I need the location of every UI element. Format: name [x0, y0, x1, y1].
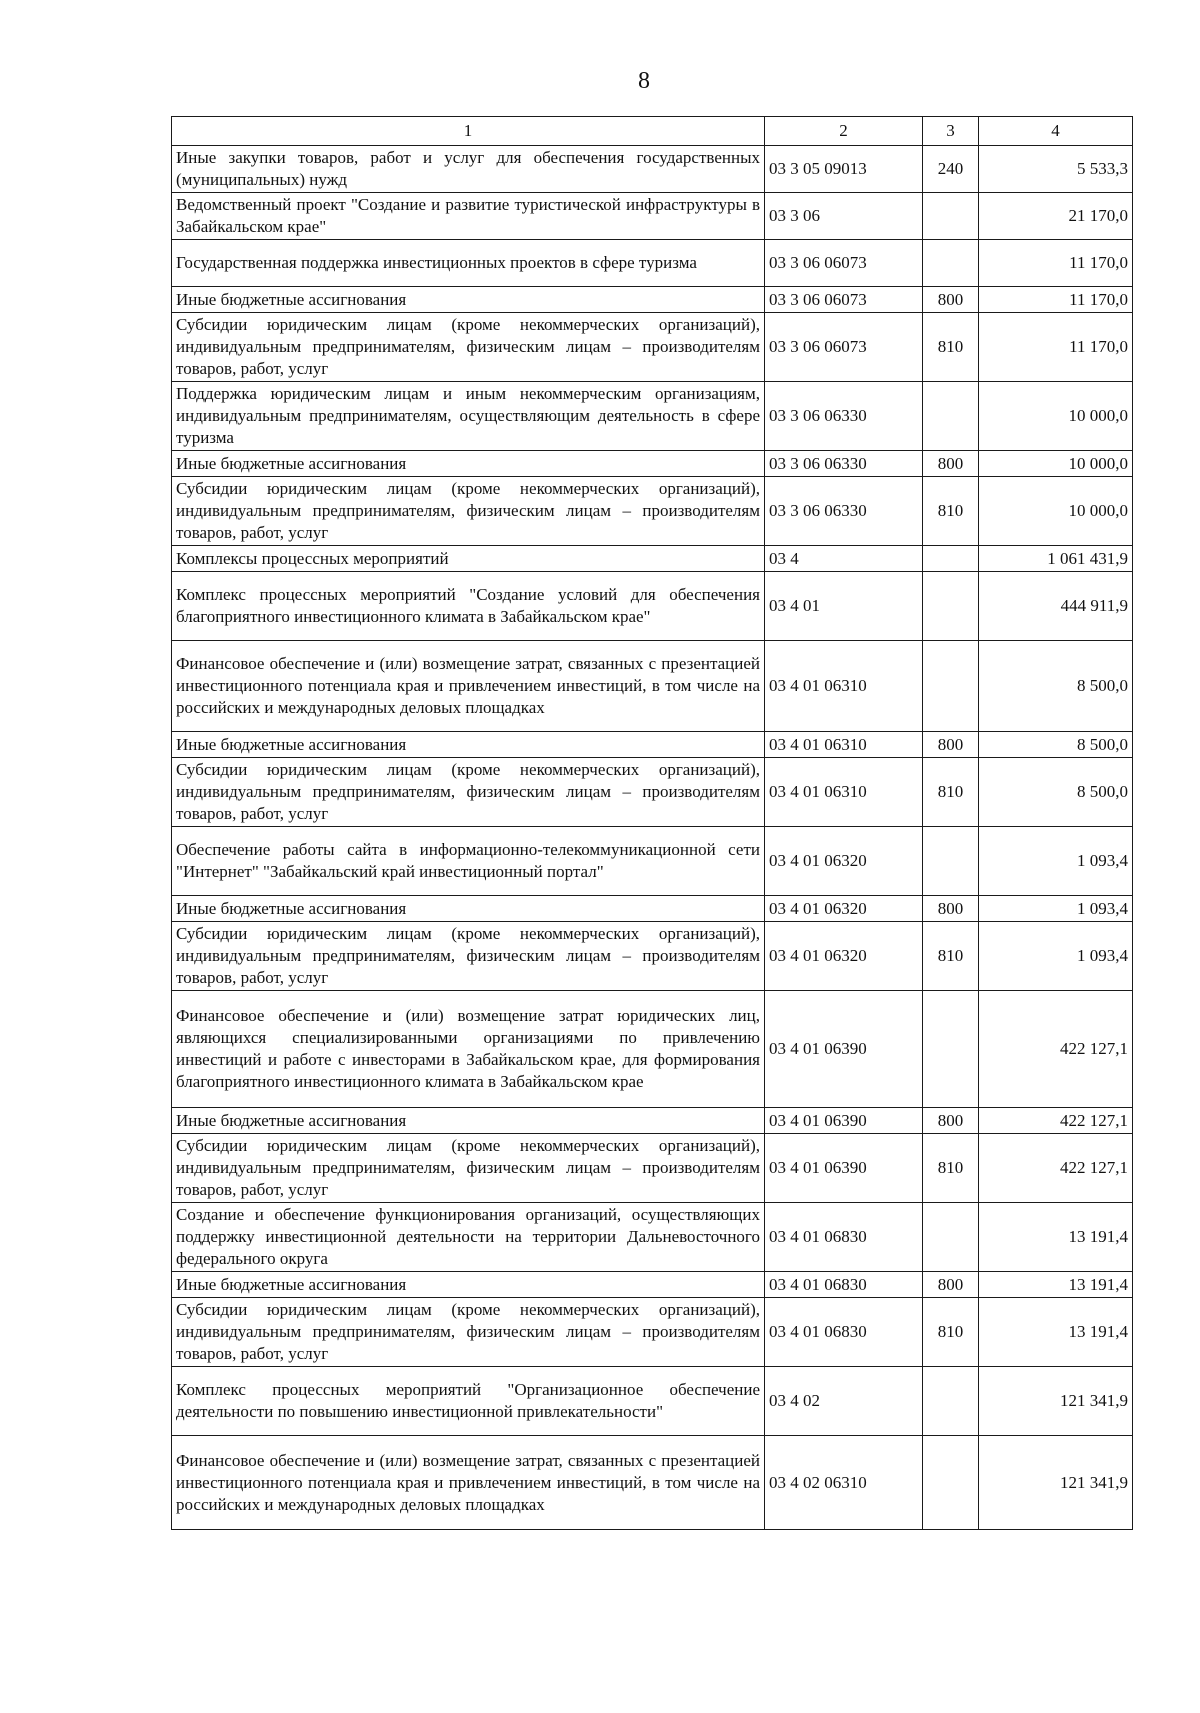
row-name-cell: Субсидии юридическим лицам (кроме некоммерческих организаций), индивидуальным предпринимателям, физическим лицам – производителям товаров, работ, услуг: [172, 477, 765, 546]
row-amount-cell: 1 093,4: [979, 922, 1133, 991]
row-code-cell: 03 4 01 06830: [765, 1203, 923, 1272]
row-expense-type-cell: [923, 641, 979, 732]
row-code-cell: 03 3 06 06330: [765, 382, 923, 451]
row-amount-cell: 121 341,9: [979, 1367, 1133, 1436]
row-expense-type-cell: 800: [923, 1272, 979, 1298]
row-amount-cell: 10 000,0: [979, 382, 1133, 451]
row-name-cell: Финансовое обеспечение и (или) возмещение затрат, связанных с презентацией инвестиционного потенциала края и привлечением инвестиций, в том числе на российских и международных деловых площадках: [172, 1436, 765, 1530]
table-row: [172, 922, 1133, 991]
row-name-cell: Иные бюджетные ассигнования: [172, 451, 765, 477]
table-row: [172, 1108, 1133, 1134]
row-code-cell: 03 4 01 06390: [765, 1108, 923, 1134]
table-row: [172, 313, 1133, 382]
row-amount-cell: 10 000,0: [979, 477, 1133, 546]
table-row: [172, 1367, 1133, 1436]
row-code-cell: 03 4 01 06390: [765, 991, 923, 1108]
row-amount-cell: 8 500,0: [979, 732, 1133, 758]
row-amount-cell: 8 500,0: [979, 641, 1133, 732]
row-amount-cell: 21 170,0: [979, 193, 1133, 240]
row-expense-type-cell: [923, 827, 979, 896]
row-code-cell: 03 4 01 06310: [765, 641, 923, 732]
column-header-3: 3: [923, 117, 979, 146]
row-name-cell: Финансовое обеспечение и (или) возмещение затрат, связанных с презентацией инвестиционного потенциала края и привлечением инвестиций, в том числе на российских и международных деловых площадках: [172, 641, 765, 732]
row-amount-cell: 10 000,0: [979, 451, 1133, 477]
row-name-cell: Комплексы процессных мероприятий: [172, 546, 765, 572]
row-expense-type-cell: [923, 1367, 979, 1436]
row-code-cell: 03 4 02: [765, 1367, 923, 1436]
row-code-cell: 03 4 01 06830: [765, 1298, 923, 1367]
row-amount-cell: 422 127,1: [979, 1134, 1133, 1203]
table-row: [172, 572, 1133, 641]
row-amount-cell: 121 341,9: [979, 1436, 1133, 1530]
row-amount-cell: 11 170,0: [979, 287, 1133, 313]
row-name-cell: Субсидии юридическим лицам (кроме некоммерческих организаций), индивидуальным предпринимателям, физическим лицам – производителям товаров, работ, услуг: [172, 758, 765, 827]
row-name-cell: Иные бюджетные ассигнования: [172, 896, 765, 922]
row-name-cell: Субсидии юридическим лицам (кроме некоммерческих организаций), индивидуальным предпринимателям, физическим лицам – производителям товаров, работ, услуг: [172, 313, 765, 382]
table-row: [172, 451, 1133, 477]
row-name-cell: Поддержка юридическим лицам и иным некоммерческим организациям, индивидуальным предпринимателям, осуществляющим деятельность в сфере туризма: [172, 382, 765, 451]
row-name-cell: Государственная поддержка инвестиционных проектов в сфере туризма: [172, 240, 765, 287]
row-code-cell: 03 4 01 06320: [765, 827, 923, 896]
table-row: [172, 287, 1133, 313]
row-expense-type-cell: [923, 193, 979, 240]
row-amount-cell: 11 170,0: [979, 313, 1133, 382]
row-amount-cell: 8 500,0: [979, 758, 1133, 827]
table-row: [172, 193, 1133, 240]
row-code-cell: 03 4 01 06320: [765, 896, 923, 922]
row-name-cell: Финансовое обеспечение и (или) возмещение затрат юридических лиц, являющихся специализированными организациями по привлечению инвестиций и работе с инвесторами в Забайкальском крае, для формирования благоприятного инвестиционного климата в Забайкальском крае: [172, 991, 765, 1108]
table-row: [172, 1436, 1133, 1530]
row-name-cell: Ведомственный проект "Создание и развитие туристической инфраструктуры в Забайкальском крае": [172, 193, 765, 240]
row-expense-type-cell: [923, 382, 979, 451]
row-code-cell: 03 4 01 06390: [765, 1134, 923, 1203]
table-row: [172, 1203, 1133, 1272]
row-expense-type-cell: 800: [923, 1108, 979, 1134]
table-row: [172, 758, 1133, 827]
row-name-cell: Иные бюджетные ассигнования: [172, 732, 765, 758]
row-expense-type-cell: 810: [923, 1298, 979, 1367]
row-amount-cell: 422 127,1: [979, 1108, 1133, 1134]
row-code-cell: 03 4 01 06310: [765, 758, 923, 827]
row-code-cell: 03 4 01 06320: [765, 922, 923, 991]
page-number: 8: [638, 68, 650, 94]
row-name-cell: Субсидии юридическим лицам (кроме некоммерческих организаций), индивидуальным предпринимателям, физическим лицам – производителям товаров, работ, услуг: [172, 1134, 765, 1203]
row-code-cell: 03 3 06 06073: [765, 287, 923, 313]
row-expense-type-cell: [923, 1436, 979, 1530]
row-amount-cell: 444 911,9: [979, 572, 1133, 641]
row-amount-cell: 13 191,4: [979, 1298, 1133, 1367]
table-header-row: [172, 117, 1133, 146]
row-expense-type-cell: 800: [923, 896, 979, 922]
row-name-cell: Создание и обеспечение функционирования организаций, осуществляющих поддержку инвестиционной деятельности на территории Дальневосточного федерального округа: [172, 1203, 765, 1272]
table-row: [172, 477, 1133, 546]
row-code-cell: 03 3 05 09013: [765, 146, 923, 193]
budget-table: [171, 116, 1133, 1530]
row-code-cell: 03 3 06 06073: [765, 240, 923, 287]
row-name-cell: Иные бюджетные ассигнования: [172, 1108, 765, 1134]
row-code-cell: 03 4: [765, 546, 923, 572]
row-code-cell: 03 3 06 06330: [765, 451, 923, 477]
row-name-cell: Обеспечение работы сайта в информационно-телекоммуникационной сети "Интернет" "Забайкальский край инвестиционный портал": [172, 827, 765, 896]
table-row: [172, 1298, 1133, 1367]
row-amount-cell: 11 170,0: [979, 240, 1133, 287]
row-code-cell: 03 4 01: [765, 572, 923, 641]
table-row: [172, 641, 1133, 732]
table-row: [172, 382, 1133, 451]
table-row: [172, 1134, 1133, 1203]
table-row: [172, 146, 1133, 193]
row-code-cell: 03 4 01 06310: [765, 732, 923, 758]
row-expense-type-cell: 810: [923, 313, 979, 382]
row-name-cell: Комплекс процессных мероприятий "Создание условий для обеспечения благоприятного инвестиционного климата в Забайкальском крае": [172, 572, 765, 641]
row-amount-cell: 1 093,4: [979, 827, 1133, 896]
row-code-cell: 03 3 06 06330: [765, 477, 923, 546]
column-header-4: 4: [979, 117, 1133, 146]
table-row: [172, 1272, 1133, 1298]
row-expense-type-cell: [923, 991, 979, 1108]
row-name-cell: Субсидии юридическим лицам (кроме некоммерческих организаций), индивидуальным предпринимателям, физическим лицам – производителям товаров, работ, услуг: [172, 1298, 765, 1367]
table-body: [172, 146, 1133, 1530]
row-name-cell: Иные закупки товаров, работ и услуг для обеспечения государственных (муниципальных) нужд: [172, 146, 765, 193]
row-expense-type-cell: [923, 240, 979, 287]
row-expense-type-cell: 240: [923, 146, 979, 193]
row-name-cell: Субсидии юридическим лицам (кроме некоммерческих организаций), индивидуальным предпринимателям, физическим лицам – производителям товаров, работ, услуг: [172, 922, 765, 991]
row-expense-type-cell: 800: [923, 732, 979, 758]
row-amount-cell: 1 093,4: [979, 896, 1133, 922]
row-amount-cell: 13 191,4: [979, 1272, 1133, 1298]
row-expense-type-cell: [923, 546, 979, 572]
column-header-2: 2: [765, 117, 923, 146]
row-expense-type-cell: [923, 1203, 979, 1272]
table-row: [172, 546, 1133, 572]
row-name-cell: Иные бюджетные ассигнования: [172, 287, 765, 313]
row-expense-type-cell: 810: [923, 758, 979, 827]
row-code-cell: 03 4 01 06830: [765, 1272, 923, 1298]
row-expense-type-cell: 810: [923, 477, 979, 546]
row-code-cell: 03 3 06: [765, 193, 923, 240]
table-row: [172, 827, 1133, 896]
row-amount-cell: 13 191,4: [979, 1203, 1133, 1272]
row-amount-cell: 1 061 431,9: [979, 546, 1133, 572]
row-amount-cell: 5 533,3: [979, 146, 1133, 193]
row-amount-cell: 422 127,1: [979, 991, 1133, 1108]
row-code-cell: 03 3 06 06073: [765, 313, 923, 382]
table-row: [172, 896, 1133, 922]
row-expense-type-cell: 800: [923, 287, 979, 313]
table-row: [172, 991, 1133, 1108]
row-name-cell: Комплекс процессных мероприятий "Организационное обеспечение деятельности по повышению инвестиционной привлекательности": [172, 1367, 765, 1436]
table-row: [172, 732, 1133, 758]
table-row: [172, 240, 1133, 287]
row-expense-type-cell: 810: [923, 1134, 979, 1203]
row-expense-type-cell: 800: [923, 451, 979, 477]
row-expense-type-cell: 810: [923, 922, 979, 991]
column-header-1: 1: [172, 117, 765, 146]
row-code-cell: 03 4 02 06310: [765, 1436, 923, 1530]
row-name-cell: Иные бюджетные ассигнования: [172, 1272, 765, 1298]
row-expense-type-cell: [923, 572, 979, 641]
